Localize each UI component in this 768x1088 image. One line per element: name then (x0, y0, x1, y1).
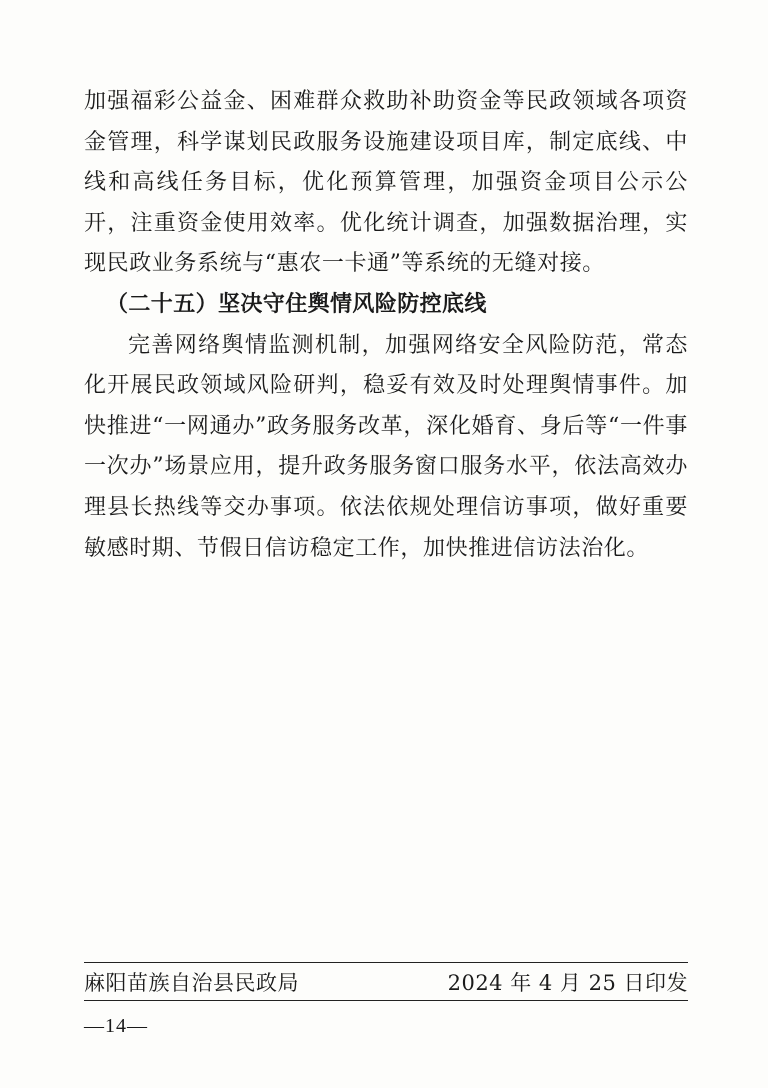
imprint-top-rule (84, 962, 688, 963)
section-paragraph: 完善网络舆情监测机制，加强网络安全风险防范，常态化开展民政领域风险研判，稳妥有效及时处理舆情事件。加快推进“一网通办”政务服务改革，深化婚育、身后等“一件事一次办”场景应用，提升政务服务窗口服务水平，依法高效办理县长热线等交办事项。依法依规处理信访事项，做好重要敏感时期、节假日信访稳定工作，加快推进信访法治化。 (84, 332, 688, 561)
section-heading: （二十五）坚决守住舆情风险防控底线 (106, 291, 487, 317)
document-body (84, 82, 688, 569)
issuer-name: 麻阳苗族自治县民政局 (84, 971, 299, 995)
page-number: —14— (84, 1015, 148, 1037)
imprint-bottom-rule (84, 1000, 688, 1001)
imprint-line (84, 965, 688, 999)
issue-date: 2024 年 4 月 25 日印发 (447, 971, 688, 995)
continued-paragraph: 加强福彩公益金、困难群众救助补助资金等民政领域各项资金管理，科学谋划民政服务设施建设项目库，制定底线、中线和高线任务目标，优化预算管理，加强资金项目公示公开，注重资金使用效率。优化统计调查，加强数据治理，实现民政业务系统与“惠农一卡通”等系统的无缝对接。 (84, 89, 688, 277)
